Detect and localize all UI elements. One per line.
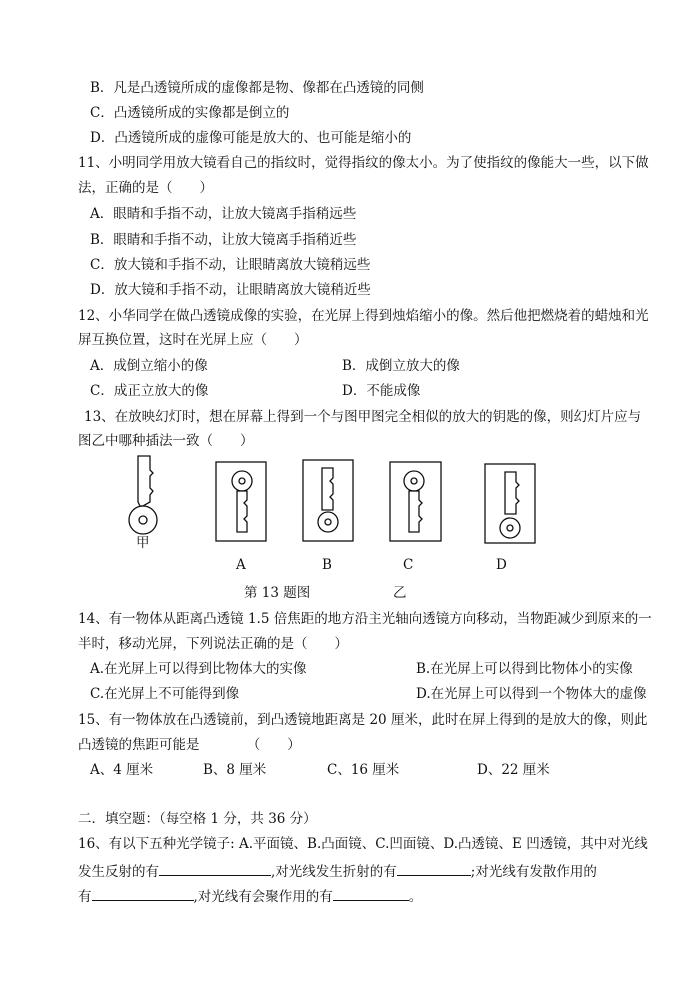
q11-stem-line2: 法，正确的是（ ）: [78, 180, 213, 196]
q14-option-b: B.在光屏上可以得到比物体小的实像: [416, 661, 633, 677]
fig-caption-yi: 乙: [393, 585, 407, 601]
section2-title: 二．填空题：（每空格 1 分，共 36 分）: [78, 811, 317, 827]
q15-option-a: A、4 厘米: [90, 762, 154, 778]
q11-stem-line1: 11、小明同学用放大镜看自己的指纹时，觉得指纹的像太小。为了使指纹的像能大一些，以下做: [78, 155, 649, 171]
q10-option-b: B．凡是凸透镜所成的虚像都是物、像都在凸透镜的同侧: [90, 80, 424, 96]
blank-converging[interactable]: [333, 886, 409, 901]
q12-option-b: B．成倒立放大的像: [342, 358, 460, 374]
q15-option-c: C、16 厘米: [327, 762, 400, 778]
blank-refraction[interactable]: [397, 861, 471, 876]
q15-stem-line1: 15、有一物体放在凸透镜前，到凸透镜地距离是 20 厘米，此时在屏上得到的是放大的像，则此: [78, 712, 648, 728]
q14-option-a: A.在光屏上可以得到比物体大的实像: [90, 661, 307, 677]
slide-option-c: [390, 462, 441, 541]
slide-option-a: [216, 462, 266, 541]
q16-line3: [78, 886, 422, 906]
q11-option-d: D．放大镜和手指不动，让眼睛离放大镜稍近些: [90, 282, 371, 298]
q16-line1: 16、有以下五种光学镜子: A.平面镜、B.凸面镜、C.凹面镜、D.凸透镜、E 凹透镜，其中对光线: [78, 836, 648, 852]
fig-label-c: C: [403, 557, 414, 573]
q13-stem-line1: 13、在放映幻灯时，想在屏幕上得到一个与图甲图完全相似的放大的钥匙的像，则幻灯片应与: [84, 409, 642, 425]
slide-option-b: [303, 460, 353, 541]
q13-stem-line2: 图乙中哪种插法一致（ ）: [78, 433, 254, 449]
fig-label-jia: 甲: [136, 535, 150, 551]
q15-stem-line2: 凸透镜的焦距可能是 （ ）: [78, 737, 301, 753]
q10-option-c: C．凸透镜所成的实像都是倒立的: [90, 105, 290, 121]
q12-stem-line1: 12、小华同学在做凸透镜成像的实验，在光屏上得到烛焰缩小的像。然后他把燃烧着的蜡烛和光: [78, 308, 649, 324]
q16-line2-part-c: ;对光线有发散作用的: [470, 864, 597, 880]
fig-label-d: D: [496, 557, 507, 573]
q12-option-c: C．成正立放大的像: [90, 383, 209, 399]
q16-line3-part-a: 有: [78, 889, 92, 905]
q11-option-c: C．放大镜和手指不动，让眼睛离放大镜稍远些: [90, 257, 371, 273]
slide-option-d: [485, 464, 535, 543]
fig-label-a: A: [236, 557, 246, 573]
blank-reflection[interactable]: [159, 861, 271, 876]
q14-stem-line2: 半时，移动光屏，下列说法正确的是（ ）: [78, 636, 348, 652]
q14-option-d: D.在光屏上可以得到一个物体大的虚像: [416, 686, 647, 702]
q12-stem-line2: 屏互换位置，这时在光屏上应（ ）: [78, 332, 308, 348]
q16-line2: [78, 861, 597, 881]
q14-stem-line1: 14、有一物体从距离凸透镜 1.5 倍焦距的地方沿主光轴向透镜方向移动，当物距减少到原来的一: [78, 611, 652, 627]
q16-line2-part-b: ,对光线发生折射的有: [271, 864, 397, 880]
q10-option-d: D．凸透镜所成的虚像可能是放大的、也可能是缩小的: [90, 130, 412, 146]
key-figure-jia: [129, 456, 157, 534]
q12-option-d: D．不能成像: [342, 383, 421, 399]
q11-option-a: A．眼睛和手指不动，让放大镜离手指稍远些: [90, 206, 357, 222]
q15-option-b: B、8 厘米: [203, 762, 267, 778]
fig-caption: 第 13 题图: [244, 585, 311, 601]
q12-option-a: A．成倒立缩小的像: [90, 358, 208, 374]
fig-label-b: B: [322, 557, 332, 573]
q15-option-d: D、22 厘米: [477, 762, 550, 778]
q11-option-b: B．眼睛和手指不动，让放大镜离手指稍近些: [90, 232, 357, 248]
q16-line2-part-a: 发生反射的有: [78, 864, 159, 880]
q16-line3-part-b: ,对光线有会聚作用的有: [193, 889, 333, 905]
blank-diverging[interactable]: [92, 886, 194, 901]
q16-line3-part-c: 。: [408, 889, 423, 905]
q14-option-c: C.在光屏上不可能得到像: [90, 686, 240, 702]
